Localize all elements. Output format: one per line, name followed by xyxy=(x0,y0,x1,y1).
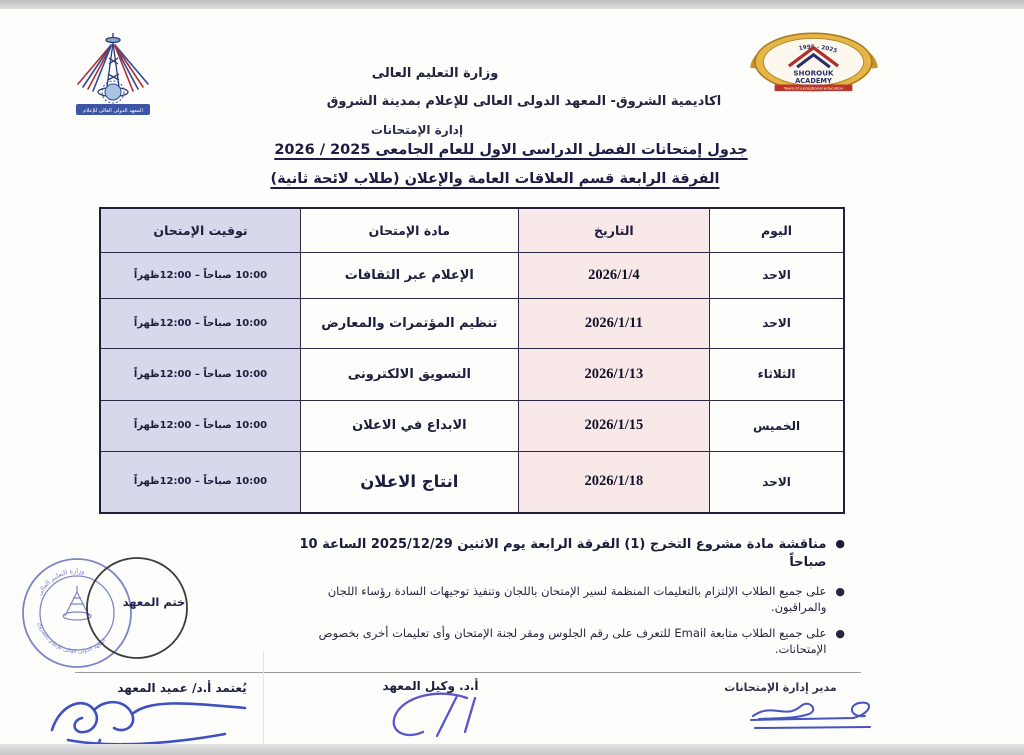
subject-cell: تنظيم المؤتمرات والمعارض xyxy=(301,298,519,348)
table-row xyxy=(100,298,844,348)
table-row xyxy=(100,451,844,513)
globe-icon xyxy=(105,84,121,100)
note-text: على جميع الطلاب الإلتزام بالتعليمات المنظمة لسير الإمتحان باللجان وتنفيذ توجيهات السادة رؤساء اللجان والمراقبون. xyxy=(327,584,827,614)
scan-edge-bottom xyxy=(0,744,1024,755)
note-text: مناقشة مادة مشروع التخرج (1) الفرقة الرابعة يوم الاثنين 2025/12/29 الساعة 10 صباحاً xyxy=(299,537,827,570)
ministry-line: وزارة التعليم العالى xyxy=(371,66,499,81)
department-line: إدارة الإمتحانات xyxy=(370,123,464,137)
academy-logo xyxy=(750,29,878,97)
time-cell: 10:00 صباحاً – 12:00ظهراً xyxy=(100,400,301,451)
table-row xyxy=(100,348,844,400)
note-item xyxy=(285,626,845,657)
academy-name-top: SHOROUK xyxy=(793,68,834,78)
time-cell: 10:00 صباحاً – 12:00ظهراً xyxy=(100,348,301,400)
date-cell: 2026/1/13 xyxy=(518,348,710,400)
seal-arc-top: وزارة التعليم العالى xyxy=(35,566,86,597)
day-cell: الخميس xyxy=(710,400,844,451)
date-header: التاريخ xyxy=(518,208,710,252)
table-row xyxy=(100,252,844,298)
exams-director-label: مدير إدارة الإمتحانات xyxy=(724,681,837,694)
time-header: توقيت الإمتحان xyxy=(100,208,301,252)
note-item xyxy=(285,584,845,615)
vice-dean-label: أ.د. وكيل المعهد xyxy=(382,679,479,693)
notes-list xyxy=(285,536,845,668)
cohort-title: الفرقة الرابعة قسم العلاقات العامة والإعلان (طلاب لائحة ثانية) xyxy=(270,171,720,187)
bullet-icon: ● xyxy=(835,537,845,550)
time-cell: 10:00 صباحاً – 12:00ظهراً xyxy=(100,252,301,298)
bullet-icon: ● xyxy=(835,585,845,599)
dean-signature xyxy=(40,690,255,752)
institute-seal xyxy=(15,550,230,680)
subject-cell: الابداع في الاعلان xyxy=(301,400,519,451)
day-cell: الثلاثاء xyxy=(710,348,844,400)
dean-approval-label: يُعتمد أ.د/ عميد المعهد xyxy=(117,681,247,695)
table-row xyxy=(100,400,844,451)
subject-cell: الإعلام عبر الثقافات xyxy=(301,252,519,298)
exams-director-signature xyxy=(745,694,890,739)
table-header-row xyxy=(100,208,844,252)
scan-edge-top xyxy=(0,0,1024,9)
institute-logo xyxy=(70,28,158,120)
academy-years: 1995 - 2025 xyxy=(798,44,838,55)
academy-ribbon-text: Years of exceptional education xyxy=(783,85,844,91)
vice-dean-signature xyxy=(375,684,495,748)
date-cell: 2026/1/11 xyxy=(518,298,710,348)
seal-arc-bottom: المعهد الدولى العالى للإعلام بالشروق xyxy=(36,621,108,656)
note-item xyxy=(285,536,845,571)
seal-label: ختم المعهد xyxy=(122,595,186,609)
academy-name-bottom: ACADEMY xyxy=(795,76,832,85)
date-cell: 2026/1/18 xyxy=(518,451,710,513)
day-cell: الاحد xyxy=(710,252,844,298)
subject-cell: انتاج الاعلان xyxy=(301,451,519,513)
exam-schedule-table xyxy=(99,207,845,514)
subject-header: مادة الإمتحان xyxy=(301,208,519,252)
time-cell: 10:00 صباحاً – 12:00ظهراً xyxy=(100,451,301,513)
time-cell: 10:00 صباحاً – 12:00ظهراً xyxy=(100,298,301,348)
day-header: اليوم xyxy=(710,208,844,252)
fold-crease xyxy=(263,651,264,755)
subject-cell: التسويق الالكترونى xyxy=(301,348,519,400)
institute-banner-text: المعهد الدولى العالى للإعلام xyxy=(83,108,143,114)
note-text: على جميع الطلاب متابعة Email للتعرف على رقم الجلوس ومقر لجنة الإمتحان وأى تعليمات أخرى بخصوص الإمتحانات. xyxy=(318,626,827,656)
day-cell: الاحد xyxy=(710,298,844,348)
date-cell: 2026/1/4 xyxy=(518,252,710,298)
academy-line: اكاديمية الشروق- المعهد الدولى العالى للإعلام بمدينة الشروق xyxy=(326,94,722,109)
schedule-title: جدول إمتحانات الفصل الدراسى الاول للعام الجامعى 2025 / 2026 xyxy=(274,142,748,158)
bullet-icon: ● xyxy=(835,627,845,641)
day-cell: الاحد xyxy=(710,451,844,513)
footer-rule xyxy=(75,672,861,673)
date-cell: 2026/1/15 xyxy=(518,400,710,451)
